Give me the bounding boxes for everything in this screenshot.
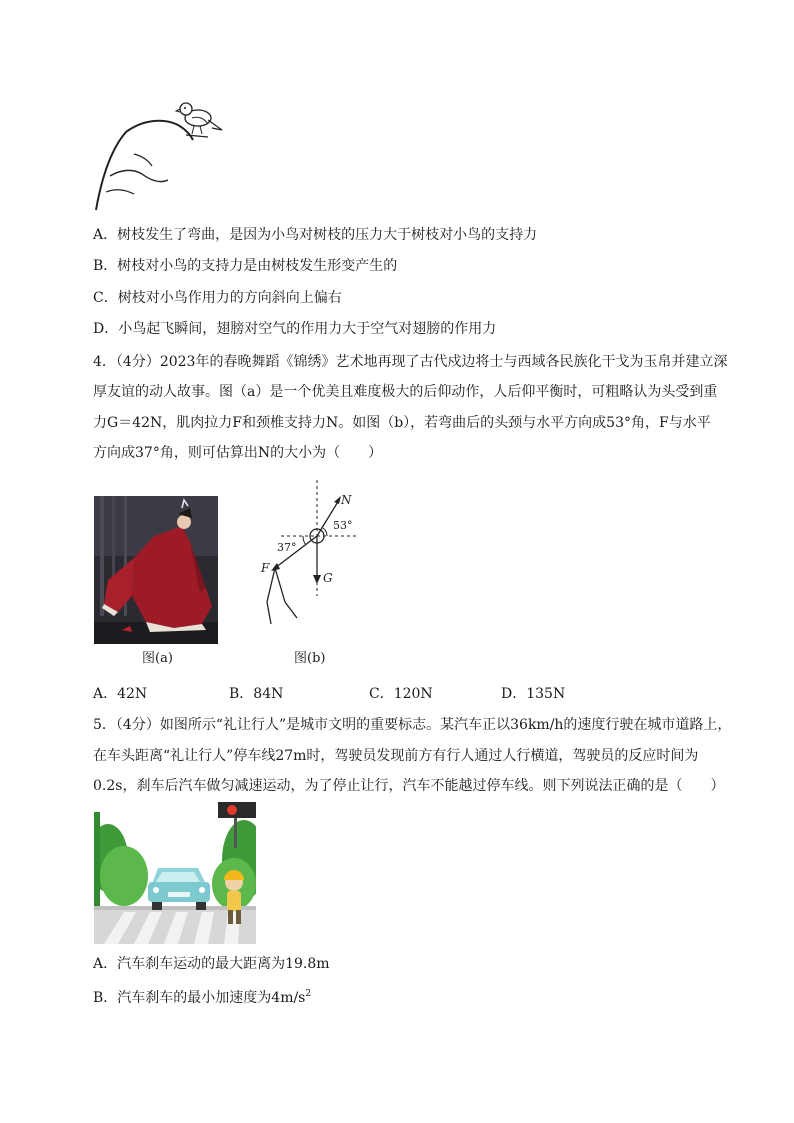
q3-option-d: D．小鸟起飞瞬间，翅膀对空气的作用力大于空气对翅膀的作用力 (93, 321, 497, 337)
q4-stem-line-1: 4．（4分）2023年的春晚舞蹈《锦绣》艺术地再现了古代戍边将士与西域各民族化干戈为玉帛并建立深 (93, 354, 728, 370)
q5-option-b (93, 984, 311, 1008)
q3-option-b: B．树枝对小鸟的支持力是由树枝发生形变产生的 (93, 258, 398, 274)
bird-branch-figure (90, 96, 230, 214)
q4-option-d: D．135N (501, 686, 566, 702)
q4-stem-line-4: 方向成37°角，则可估算出N的大小为（ ） (93, 445, 383, 461)
figure-b-caption: 图(b) (294, 651, 326, 666)
q3-option-c: C．树枝对小鸟作用力的方向斜向上偏右 (93, 290, 342, 306)
dancer-photo (94, 496, 218, 644)
yield-to-pedestrian-illustration (94, 802, 256, 944)
q5-stem-line-1: 5．（4分）如图所示“礼让行人”是城市文明的重要标志。某汽车正以36km/h的速度行驶在城市道路上， (93, 717, 732, 733)
label-angle-53: 53° (333, 519, 353, 532)
label-f: F (261, 561, 270, 575)
figure-a-caption: 图(a) (142, 651, 173, 666)
q5-option-b-superscript: 2 (305, 989, 312, 999)
q4-option-b: B．84N (229, 686, 284, 702)
q4-stem-line-3: 力G＝42N，肌肉拉力F和颈椎支持力N。如图（b），若弯曲后的头颈与水平方向成53°角，F与水平 (93, 415, 711, 431)
q3-option-a: A．树枝发生了弯曲，是因为小鸟对树枝的压力大于树枝对小鸟的支持力 (93, 227, 538, 243)
q5-stem-line-3: 0.2s，刹车后汽车做匀减速运动，为了停止让行，汽车不能越过停车线。则下列说法正确的是（ ） (93, 778, 725, 794)
q5-option-a: A．汽车刹车运动的最大距离为19.8m (93, 956, 330, 972)
label-angle-37: 37° (277, 541, 297, 554)
label-n: N (341, 493, 352, 507)
q4-options (93, 684, 693, 704)
label-g: G (323, 571, 333, 585)
q4-option-c: C．120N (369, 686, 433, 702)
q5-option-b-text: B．汽车刹车的最小加速度为4m/s (93, 990, 306, 1006)
q4-option-a: A．42N (93, 686, 148, 702)
q4-stem-line-2: 厚友谊的动人故事。图（a）是一个优美且难度极大的后仰动作，人后仰平衡时，可粗略认为头受到重 (93, 384, 718, 400)
q5-stem-line-2: 在车头距离“礼让行人”停车线27m时，驾驶员发现前方有行人通过人行横道，驾驶员的反应时间为 (93, 748, 699, 764)
force-diagram (255, 478, 365, 630)
